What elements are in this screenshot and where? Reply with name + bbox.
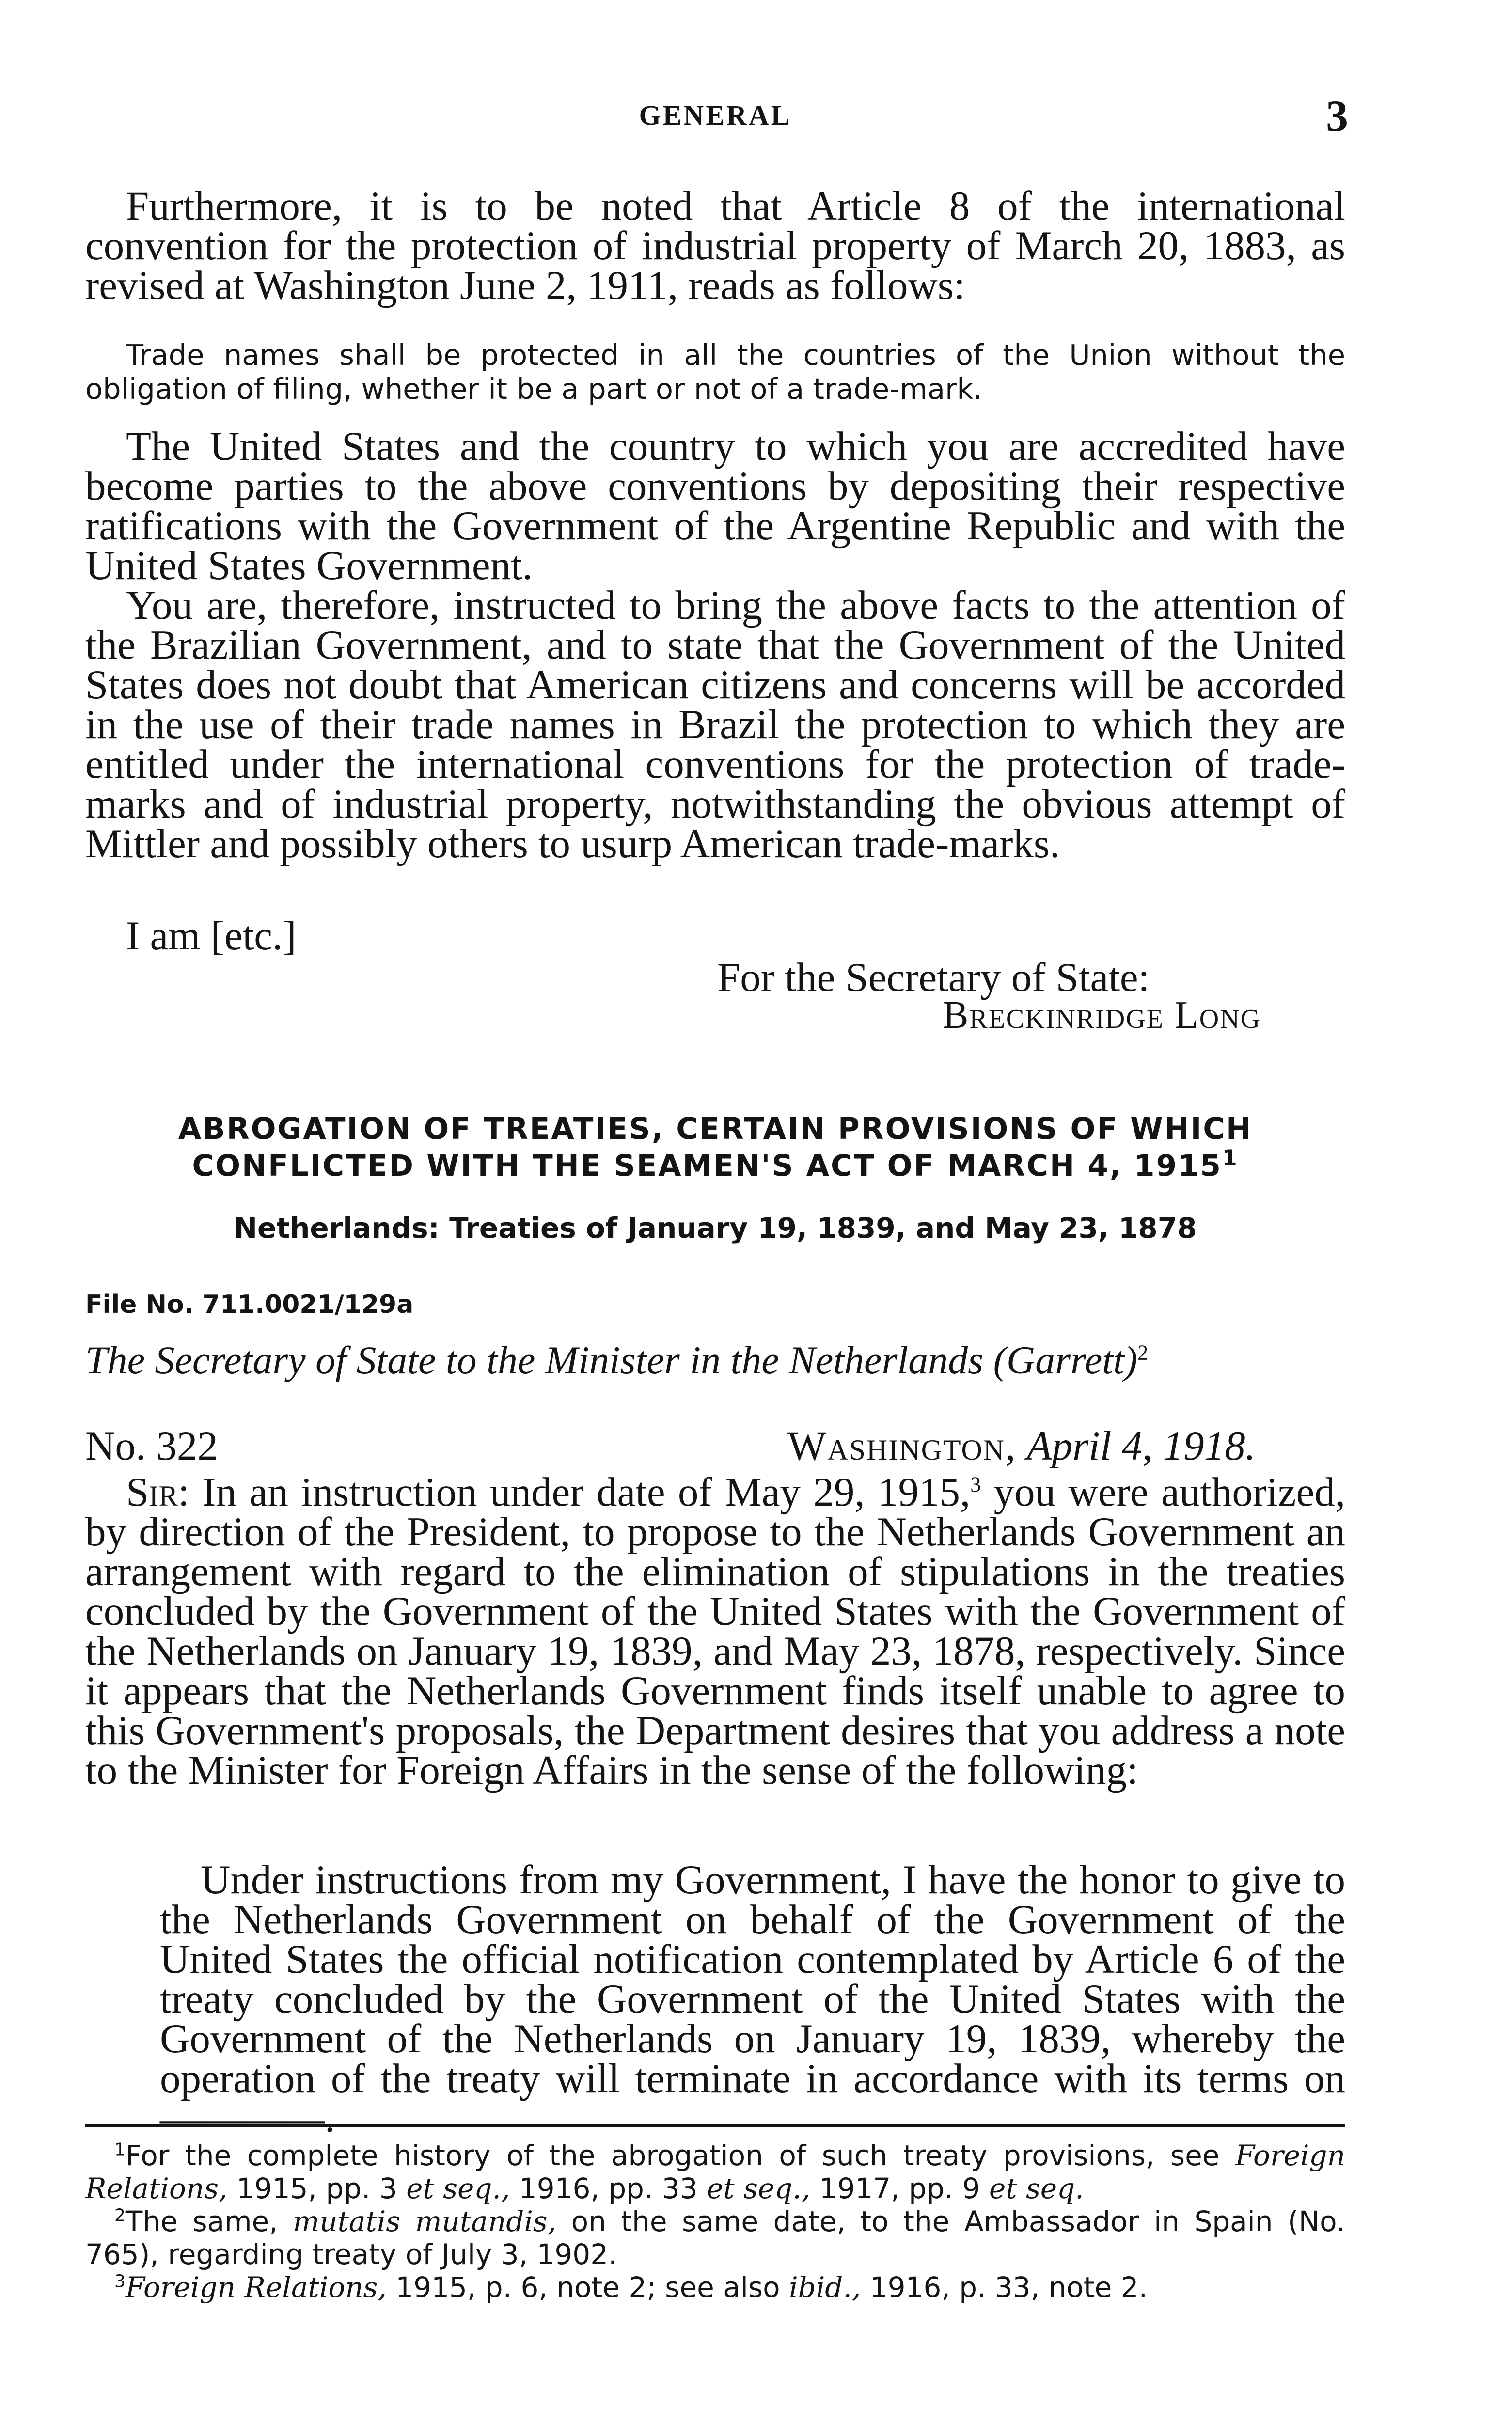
section-title [85, 1111, 1345, 1184]
signature-name: Breckinridge Long [943, 994, 1261, 1037]
salutation: Sir: [126, 1469, 189, 1515]
letter-text-a: In an instruction under date of May 29, 1915, [189, 1469, 971, 1515]
section-subtitle: Netherlands: Treaties of January 19, 1839, and May 23, 1878 [234, 1212, 1197, 1244]
closing-line: I am [etc.] [126, 913, 297, 959]
footnote-1-text: 1916, pp. 33 [510, 2172, 707, 2205]
footnote-1-italic: et seq. [989, 2172, 1084, 2205]
paragraph-article-8: Furthermore, it is to be noted that Article 8 of the international convention for the protection of industrial property of March 20, 1883, as revised at Washington June 2, 1911, reads as follows: [85, 183, 1345, 308]
footnote-2-number: 2 [114, 2205, 126, 2226]
intro-paragraph [85, 183, 1345, 308]
dateline [788, 1422, 1256, 1470]
footnote-1-text: For the complete history of the abrogation of such treaty provisions, see [125, 2139, 1235, 2172]
footnote-1 [85, 2139, 1345, 2205]
quoted-note [160, 1857, 1345, 2141]
footnote-1-text: 1915, pp. 3 [227, 2172, 407, 2205]
footnote-3-italic: Foreign Relations, [125, 2271, 387, 2304]
footnote-2-italic: mutatis mutandis, [293, 2205, 557, 2238]
footnote-3-number: 3 [114, 2271, 126, 2292]
dateline-place: Washington, [788, 1423, 1017, 1469]
footnote-ref-3: 3 [970, 1472, 981, 1496]
footnote-1-italic: et seq., [707, 2172, 811, 2205]
footnote-2 [85, 2205, 1345, 2271]
quoted-note-text: Under instructions from my Government, I have the honor to give to the Netherlands Government on behalf of the Government of the United States the official notification contemplated by Article 6 of the treaty concluded by the Government of the United States with the Government of the Netherlands on January 19, 1839, whereby the operation of the treaty will terminate in accordance with its terms on ————. [160, 1857, 1345, 2141]
footnote-1-number: 1 [114, 2140, 126, 2160]
footnote-ref-1: 1 [1222, 1146, 1239, 1171]
footnote-divider [85, 2124, 1345, 2127]
quoted-article-text: Trade names shall be protected in all the countries of the Union without the obligation of filing, whether it be a part or not of a trade-mark. [85, 338, 1345, 406]
footnote-2-text: The same, [125, 2205, 293, 2238]
section-title-line-2 [85, 1148, 1345, 1184]
footnote-3 [85, 2271, 1345, 2304]
letter-text-b: you were authorized, by direction of the President, to propose to the Netherlands Government an arrangement with regard to the elimination of stipulations in the treaties concluded by the Government of the United States with the Government of the Netherlands on January 19, 1839, and May 23, 1878, respectively. Since it appears that the Netherlands Government finds itself unable to agree to this Government's proposals, the Department desires that you address a note to the Minister for Foreign Affairs in the sense of the following: [85, 1469, 1345, 1793]
dateline-date: April 4, 1918. [1026, 1423, 1256, 1469]
instruction-number: No. 322 [85, 1423, 218, 1469]
letter-paragraph [85, 1469, 1345, 1793]
footnote-3-text: 1916, p. 33, note 2. [861, 2271, 1148, 2304]
instruction-paragraphs [85, 426, 1345, 864]
footnotes [85, 2139, 1345, 2304]
footnote-ref-2: 2 [1137, 1340, 1149, 1365]
footnote-1-italic: Foreign Relations, [85, 2139, 1345, 2205]
file-number: File No. 711.0021/129a [85, 1290, 414, 1319]
footnote-3-text: 1915, p. 6, note 2; see also [386, 2271, 789, 2304]
section-title-line-2-text: CONFLICTED WITH THE SEAMEN'S ACT OF MARCH 4, 1915 [192, 1149, 1222, 1183]
footnote-3-italic: ibid., [789, 2271, 861, 2304]
paragraph-parties: The United States and the country to which you are accredited have become parties to the above conventions by depositing their respective ratifications with the Government of the Argentine Republic and with the United States Government. [85, 424, 1345, 588]
page-number: 3 [1326, 91, 1348, 141]
letter-body [85, 1469, 1345, 1793]
document-heading-text: The Secretary of State to the Minister in the Netherlands [85, 1338, 984, 1382]
footnote-1-italic: et seq., [406, 2172, 510, 2205]
running-head: GENERAL [639, 99, 792, 131]
signature-for: For the Secretary of State: [717, 955, 1150, 1000]
section-title-line-1: ABROGATION OF TREATIES, CERTAIN PROVISIONS OF WHICH [178, 1112, 1253, 1146]
footnote-1-text: 1917, pp. 9 [810, 2172, 990, 2205]
document-heading-name: (Garrett) [993, 1338, 1138, 1382]
footnote-2-text: on the same date, to the Ambassador in Spain (No. 765), regarding treaty of July 3, 1902. [85, 2205, 1345, 2271]
paragraph-instruction: You are, therefore, instructed to bring the above facts to the attention of the Brazilian Government, and to state that the Government of the United States does not doubt that American citizens and concerns will be accorded in the use of their trade names in Brazil the protection to which they are entitled under the international conventions for the protection of trade-marks and of industrial property, notwithstanding the obvious attempt of Mittler and possibly others to usurp American trade-marks. [85, 582, 1345, 866]
document-heading [85, 1337, 1345, 1383]
